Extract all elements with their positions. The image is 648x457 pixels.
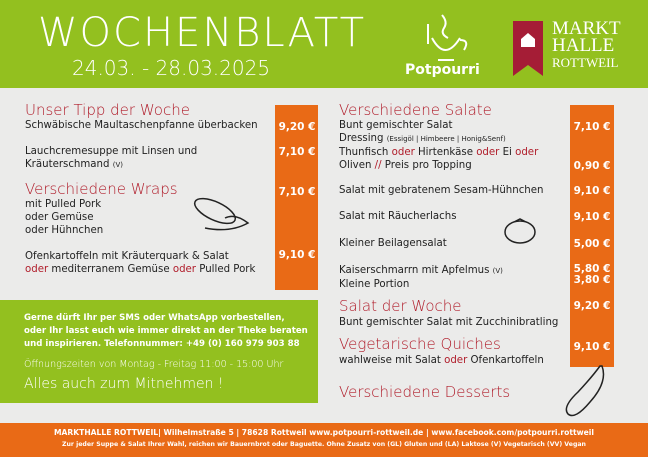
or-text: oder	[25, 264, 49, 275]
item-text: Preis pro Topping	[381, 160, 472, 171]
item-line: oder Gemüse	[25, 212, 94, 223]
info-line: Gerne dürft Ihr per SMS oder WhatsApp vorbestellen,	[24, 313, 285, 323]
logo-line: HALLE	[552, 35, 615, 56]
footer-address: MARKTHALLE ROTTWEIL| Wilhelmstraße 5 | 78628 Rottweil www.potpourri-rottweil.de | www.facebook.com/potpourri.rottweil	[53, 428, 595, 437]
section-heading-desserts: Verschiedene Desserts	[339, 383, 511, 401]
item-text: Dressing	[339, 133, 384, 144]
price: 7,10 €	[278, 146, 316, 158]
or-text: oder	[444, 355, 468, 366]
tomato-illustration-icon	[502, 215, 538, 245]
or-text: oder	[515, 147, 539, 158]
item-line: Ofenkartoffeln mit Kräuterquark & Salat	[25, 251, 229, 262]
info-line: oder Ihr lasst euch wie immer direkt an der Theke beraten	[24, 326, 308, 336]
item-text: Pulled Pork	[196, 264, 256, 275]
price: 0,90 €	[573, 160, 611, 172]
price-group	[570, 264, 614, 286]
menu-item	[25, 145, 197, 172]
opening-hours: Öffnungszeiten von Montag - Freitag 11:00 - 15:00 Uhr	[24, 359, 284, 370]
item-text: Thunfisch	[339, 147, 392, 158]
dressing-options: (Essigöl | Himbeere | Honig&Senf)	[386, 135, 506, 143]
item-line: oder Hühnchen	[25, 225, 104, 236]
item-text: Oliven	[339, 160, 375, 171]
item-text: Hirtenkäse	[414, 147, 477, 158]
item-line: Kräuterschmand	[25, 159, 110, 170]
zucchini-illustration-icon	[560, 362, 610, 422]
menu-item: Salat mit gebratenem Sesam-Hühnchen	[339, 185, 544, 196]
or-text: oder	[391, 147, 415, 158]
diet-tag: (V)	[112, 161, 123, 169]
price: 9,20 €	[278, 121, 316, 133]
item-line: mit Pulled Pork	[25, 199, 102, 210]
price: 9,10 €	[278, 249, 316, 261]
menu-item: Schwäbische Maultaschenpfanne überbacken	[25, 120, 258, 131]
price: 9,10 €	[573, 341, 611, 353]
section-heading-wraps: Verschiedene Wraps	[25, 180, 178, 198]
or-text: oder	[172, 264, 196, 275]
info-line: und inspirieren. Telefonnummer: +49 (0) 160 979 903 88	[24, 339, 300, 349]
price: 9,10 €	[573, 185, 611, 197]
price: 5,00 €	[573, 238, 611, 250]
price: 7,10 €	[573, 121, 611, 133]
menu-item: Salat mit Räucherlachs	[339, 211, 457, 222]
footer	[0, 423, 648, 457]
item-text: Ei	[499, 147, 516, 158]
diet-tag: (V)	[492, 267, 503, 275]
potpourri-logo: Potpourri	[405, 62, 480, 78]
item-text: Kaiserschmarrn mit Apfelmus	[339, 265, 490, 276]
menu-item	[25, 250, 255, 276]
info-box	[0, 300, 318, 403]
logo-line: ROTTWEIL	[552, 55, 619, 70]
markthalle-logo-flag	[513, 21, 543, 76]
item-line: Bunt gemischter Salat	[339, 120, 453, 131]
menu-item	[339, 354, 544, 367]
item-line: Lauchcremesuppe mit Linsen und	[25, 146, 198, 157]
section-heading-tipp: Unser Tipp der Woche	[25, 101, 190, 119]
price: 5,80 €	[573, 263, 611, 275]
price-bar-right	[570, 105, 614, 367]
price: 9,20 €	[573, 300, 611, 312]
price: 9,10 €	[573, 211, 611, 223]
takeaway-note: Alles auch zum Mitnehmen !	[24, 376, 224, 392]
page-title: WOCHENBLATT	[38, 10, 367, 56]
item-text: mediterranem Gemüse	[48, 264, 173, 275]
section-heading-salat-der-woche: Salat der Woche	[339, 297, 462, 315]
markthalle-logo-text	[552, 20, 621, 71]
section-heading-quiches: Vegetarische Quiches	[339, 335, 501, 353]
price: 3,80 €	[573, 274, 611, 286]
section-heading-salate: Verschiedene Salate	[339, 101, 492, 119]
or-text: oder	[476, 147, 500, 158]
price: 7,10 €	[278, 186, 316, 198]
menu-item: Bunt gemischter Salat mit Zucchinibratling	[339, 317, 559, 328]
item-text: Ofenkartoffeln	[467, 355, 544, 366]
menu-item	[339, 264, 503, 291]
logo-line: MARKT	[552, 18, 621, 39]
menu-item	[25, 198, 103, 237]
item-line: Kleine Portion	[339, 279, 410, 290]
separator: //	[374, 160, 382, 171]
menu-item: Kleiner Beilagensalat	[339, 238, 447, 249]
date-range: 24.03. - 28.03.2025	[72, 56, 271, 80]
item-text: wahlweise mit Salat	[339, 355, 445, 366]
footer-note: Zur jeder Suppe & Salat Ihrer Wahl, reichen wir Bauernbrot oder Baguette. Ohne Zusatz von (GL) Gluten und (LA) Laktose (V) Vegetarisch (VV) Vegan	[62, 441, 586, 448]
corn-illustration-icon	[190, 193, 250, 235]
menu-item	[339, 119, 538, 172]
soup-cup-icon	[420, 10, 470, 65]
